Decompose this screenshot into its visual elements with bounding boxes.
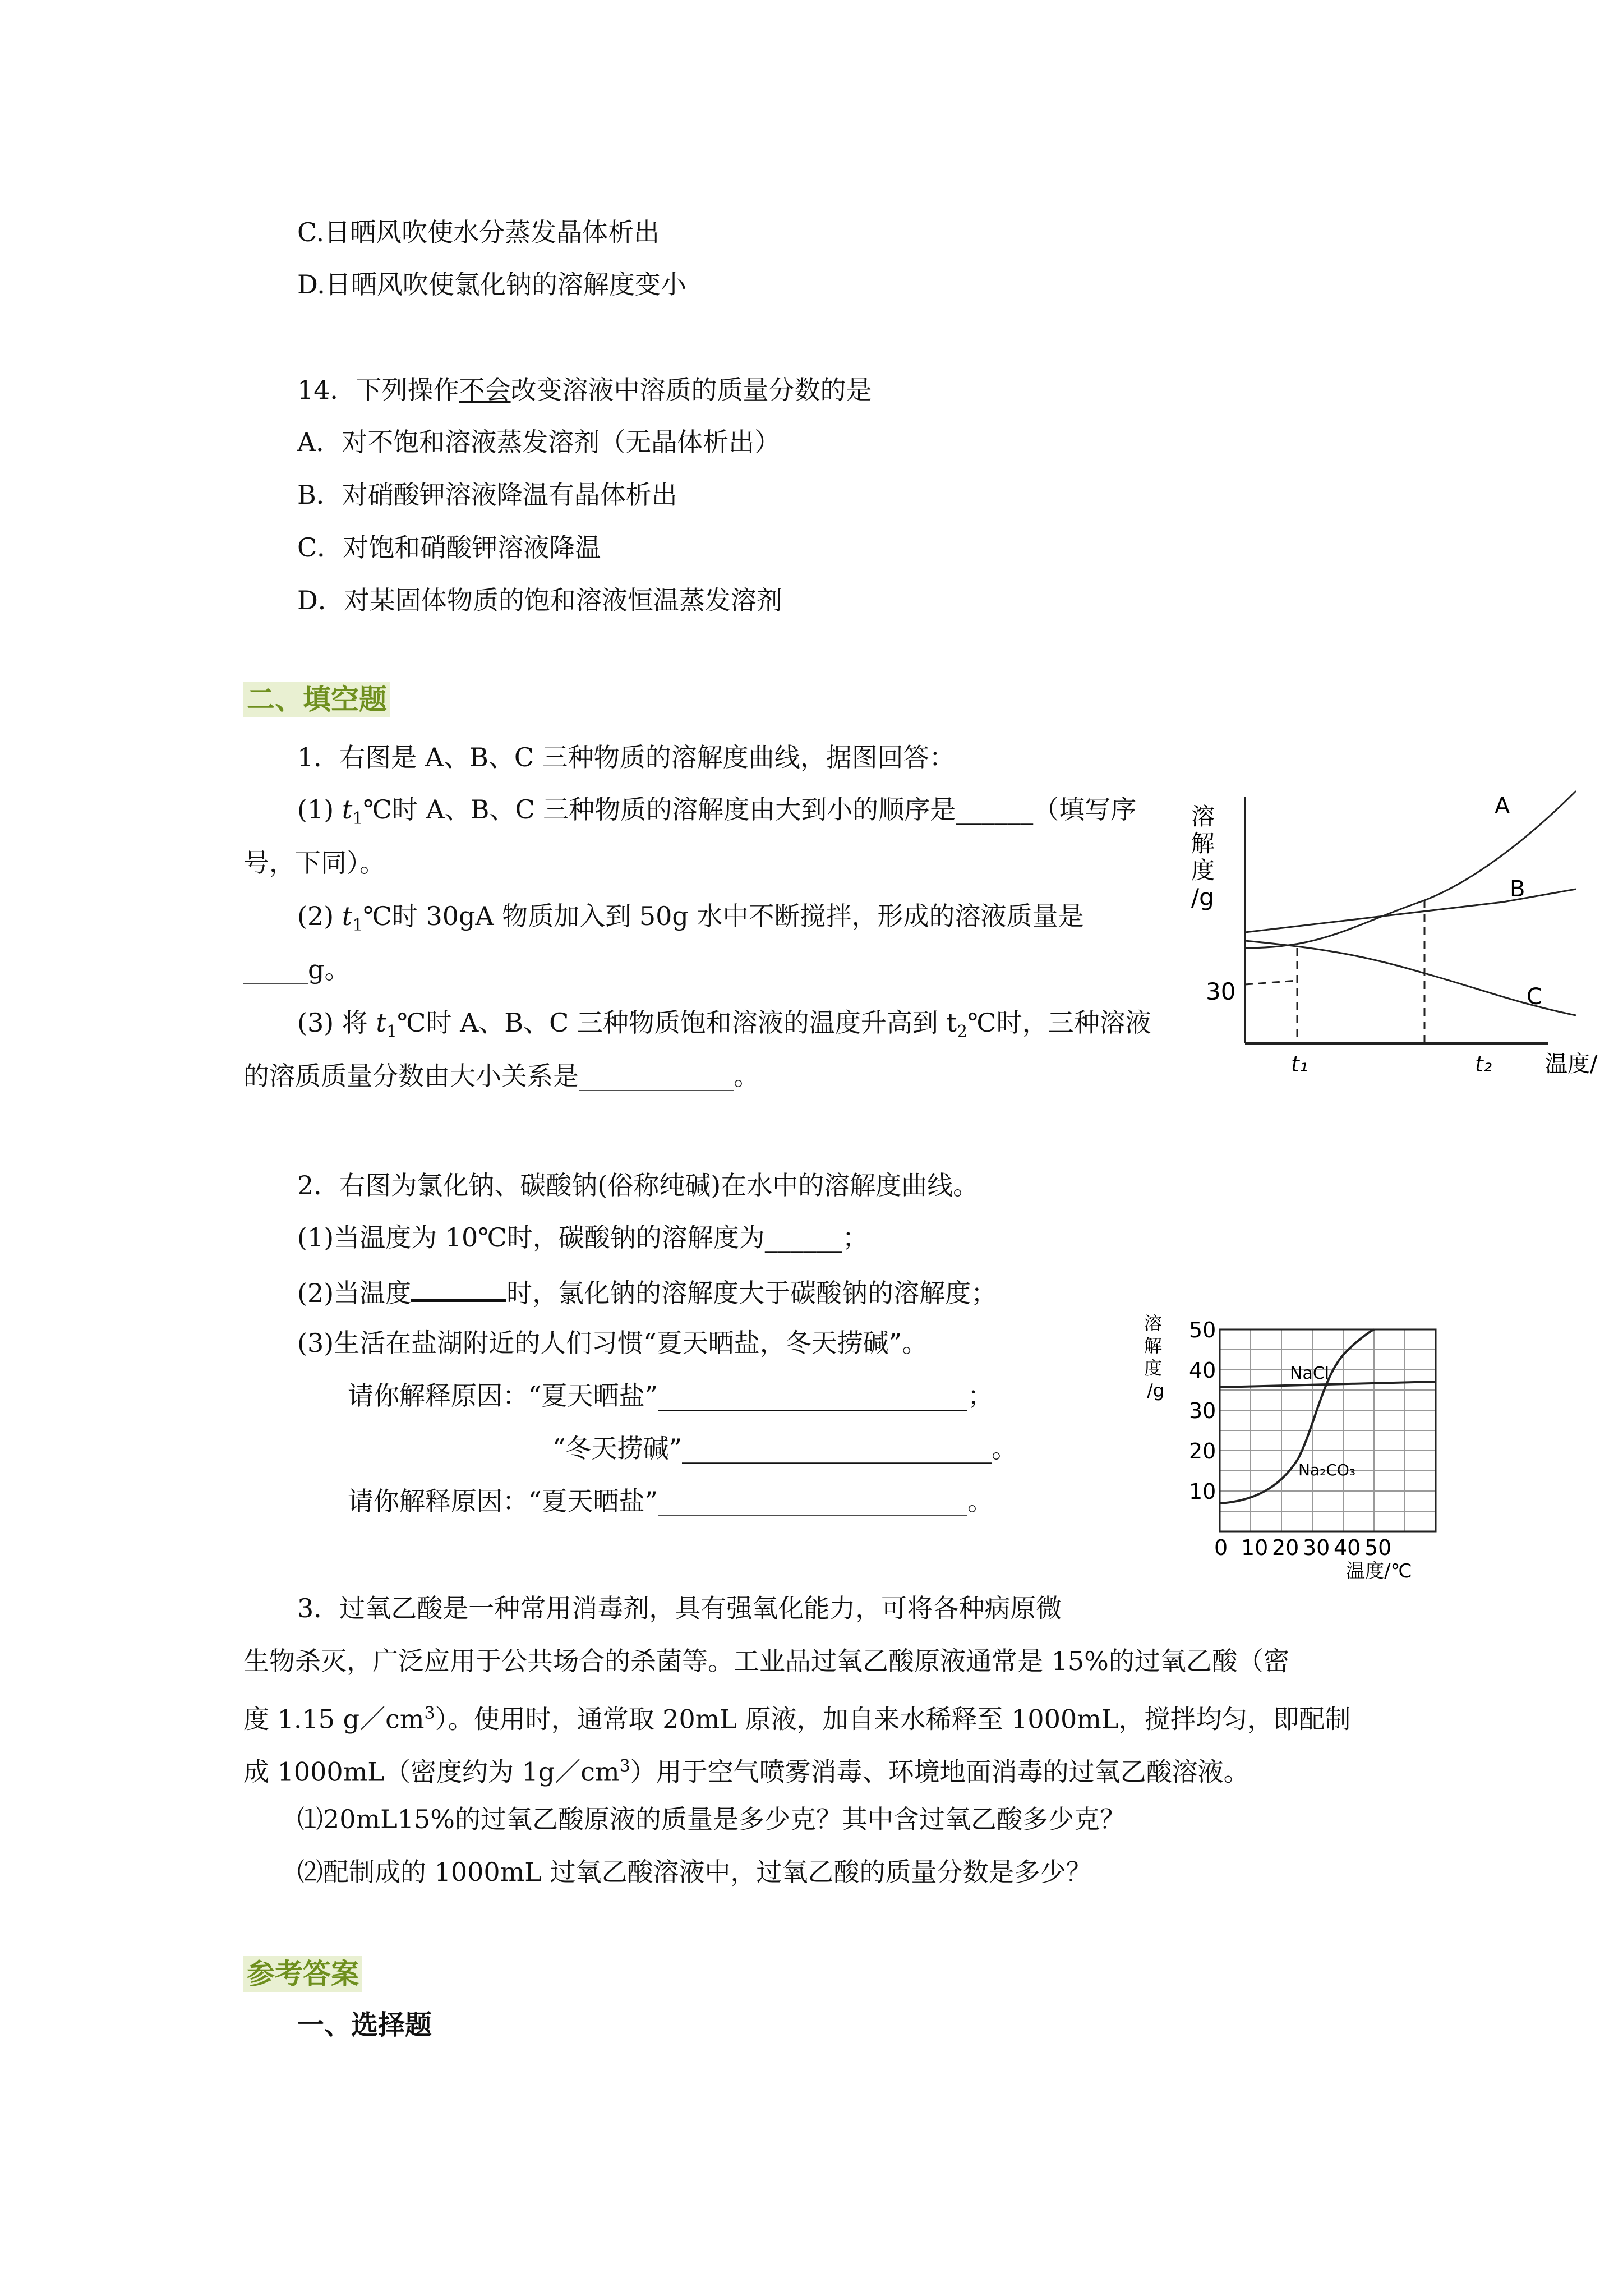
curve-b xyxy=(1245,889,1576,932)
f3-line-4-a: 成 1000mL（密度约为 1g／cm xyxy=(243,1756,620,1787)
x-tick-t2: t₂ xyxy=(1475,1052,1492,1076)
sub-1: 1 xyxy=(386,1022,397,1042)
f1-q3-text2: ℃时，三种溶液 xyxy=(967,1007,1151,1038)
x-tick-50: 50 xyxy=(1364,1535,1392,1560)
label-a: A xyxy=(1495,793,1510,819)
solubility-chart-nacl-na2co3 xyxy=(1144,1313,1469,1593)
x-tick-40: 40 xyxy=(1334,1535,1361,1560)
f1-q1-cont: 号，下同）。 xyxy=(243,848,385,878)
q13-option-d: D.日晒风吹使氯化钠的溶解度变小 xyxy=(297,269,686,300)
y-tick-20: 20 xyxy=(1189,1439,1216,1464)
y-label-char-1: 溶 xyxy=(1191,803,1215,830)
x-tick-0: 0 xyxy=(1214,1535,1228,1560)
y-tick-30: 30 xyxy=(1206,978,1236,1005)
sub-1: 1 xyxy=(352,809,363,829)
x-label-temperature: 温度/ xyxy=(1545,1051,1598,1077)
x-tick-10: 10 xyxy=(1241,1535,1269,1560)
t-symbol: t xyxy=(342,901,353,931)
f2-q2-blank xyxy=(411,1273,506,1302)
f3-line-3-b: ）。使用时，通常取 20mL 原液，加自来水稀释至 1000mL，搅拌均匀，即配制 xyxy=(435,1704,1351,1734)
q14-stem-underline: 不会 xyxy=(459,375,511,405)
y-label-char-3: 度 xyxy=(1144,1358,1163,1379)
y-tick-10: 10 xyxy=(1189,1479,1216,1504)
q14-option-d: D．对某固体物质的饱和溶液恒温蒸发溶剂 xyxy=(297,585,782,615)
section-fill-blank-title: 二、填空题 xyxy=(243,682,390,717)
q14-stem-post: 改变溶液中溶质的质量分数的是 xyxy=(510,375,872,405)
label-nacl: NaCl xyxy=(1290,1364,1330,1383)
f2-reason-3: 请你解释原因：“夏天晒盐”________________________。 xyxy=(348,1486,994,1516)
q14-option-a: A．对不饱和溶液蒸发溶剂（无晶体析出） xyxy=(297,427,781,457)
y-label-char-2: 解 xyxy=(1191,830,1215,857)
f2-q2-post: 时，氯化钠的溶解度大于碳酸钠的溶解度； xyxy=(506,1278,997,1308)
f3-line-3-a: 度 1.15 g／cm xyxy=(243,1704,425,1734)
f1-q2-num: (2) xyxy=(297,901,342,931)
f1-q3 xyxy=(297,1006,1151,1049)
f1-q2 xyxy=(297,899,1084,942)
solubility-chart-abc xyxy=(1183,780,1623,1094)
x-tick-t1: t₁ xyxy=(1291,1052,1308,1076)
f3-line-4-b: ）用于空气喷雾消毒、环境地面消毒的过氧乙酸溶液。 xyxy=(630,1756,1249,1787)
sub-1: 1 xyxy=(352,915,363,936)
f1-q3-cont: 的溶质质量分数由大小关系是____________。 xyxy=(243,1061,759,1091)
y30-dashed-line xyxy=(1245,981,1297,984)
y-tick-30: 30 xyxy=(1189,1398,1216,1423)
sup-3: 3 xyxy=(619,1756,630,1776)
f2-intro: 2．右图为氯化钠、碳酸钠(俗称纯碱)在水中的溶解度曲线。 xyxy=(297,1170,979,1200)
answers-title: 参考答案 xyxy=(243,1956,362,1992)
answers-subtitle: 一、选择题 xyxy=(297,2009,432,2041)
x-label-temperature: 温度/℃ xyxy=(1346,1560,1412,1582)
q14-stem-pre: 14．下列操作 xyxy=(297,375,459,405)
x-tick-30: 30 xyxy=(1303,1535,1330,1560)
f3-line-3 xyxy=(243,1697,1350,1736)
f3-q1: ⑴20mL15%的过氧乙酸原液的质量是多少克？其中含过氧乙酸多少克？ xyxy=(297,1804,1126,1834)
y-tick-50: 50 xyxy=(1189,1318,1216,1342)
y-label-char-2: 解 xyxy=(1144,1335,1163,1356)
label-na2co3: Na₂CO₃ xyxy=(1298,1461,1356,1479)
f1-intro: 1．右图是 A、B、C 三种物质的溶解度曲线，据图回答： xyxy=(297,742,955,772)
t-symbol: t xyxy=(376,1007,386,1038)
y-label-char-4: /g xyxy=(1191,884,1214,911)
f2-q3: (3)生活在盐湖附近的人们习惯“夏天晒盐，冬天捞碱”。 xyxy=(297,1328,928,1358)
f1-q3-num: (3) 将 xyxy=(297,1007,376,1038)
f2-q1: (1)当温度为 10℃时，碳酸钠的溶解度为______； xyxy=(297,1222,868,1253)
f1-q1-num: (1) xyxy=(297,794,342,825)
f1-q2-text: ℃时 30gA 物质加入到 50g 水中不断搅拌，形成的溶液质量是 xyxy=(363,901,1084,931)
f3-line-4 xyxy=(243,1750,1249,1788)
f1-q2-cont: _____g。 xyxy=(243,954,351,984)
f1-q3-text: ℃时 A、B、C 三种物质饱和溶液的温度升高到 t xyxy=(397,1007,957,1038)
label-c: C xyxy=(1527,984,1542,1010)
q13-option-c: C.日晒风吹使水分蒸发晶体析出 xyxy=(297,217,660,247)
q14-option-b: B．对硝酸钾溶液降温有晶体析出 xyxy=(297,480,677,510)
y-label-char-3: 度 xyxy=(1191,857,1215,884)
q14-stem xyxy=(297,373,872,407)
f2-reason-2: “冬天捞碱”________________________。 xyxy=(552,1433,1018,1464)
f2-reason-1: 请你解释原因：“夏天晒盐”________________________； xyxy=(348,1381,994,1411)
label-b: B xyxy=(1510,876,1525,902)
y-label-char-1: 溶 xyxy=(1144,1313,1163,1334)
f3-line-2: 生物杀灭，广泛应用于公共场合的杀菌等。工业品过氧乙酸原液通常是 15%的过氧乙酸（密 xyxy=(243,1646,1289,1676)
f3-q2: ⑵配制成的 1000mL 过氧乙酸溶液中，过氧乙酸的质量分数是多少？ xyxy=(297,1857,1092,1887)
t-symbol: t xyxy=(342,794,353,825)
f1-q1 xyxy=(297,793,1136,836)
curve-a xyxy=(1245,791,1576,948)
f2-q2-pre: (2)当温度 xyxy=(297,1278,412,1308)
y-tick-40: 40 xyxy=(1189,1358,1216,1383)
f2-q2 xyxy=(297,1273,997,1310)
f1-q1-text: ℃时 A、B、C 三种物质的溶解度由大到小的顺序是______（填写序 xyxy=(363,794,1137,825)
sub-2: 2 xyxy=(957,1022,968,1042)
q14-option-c: C．对饱和硝酸钾溶液降温 xyxy=(297,532,601,563)
y-label-char-4: /g xyxy=(1147,1380,1165,1401)
sup-3: 3 xyxy=(424,1704,435,1723)
f3-line-1: 3．过氧乙酸是一种常用消毒剂，具有强氧化能力，可将各种病原微 xyxy=(297,1593,1062,1623)
x-tick-20: 20 xyxy=(1272,1535,1299,1560)
